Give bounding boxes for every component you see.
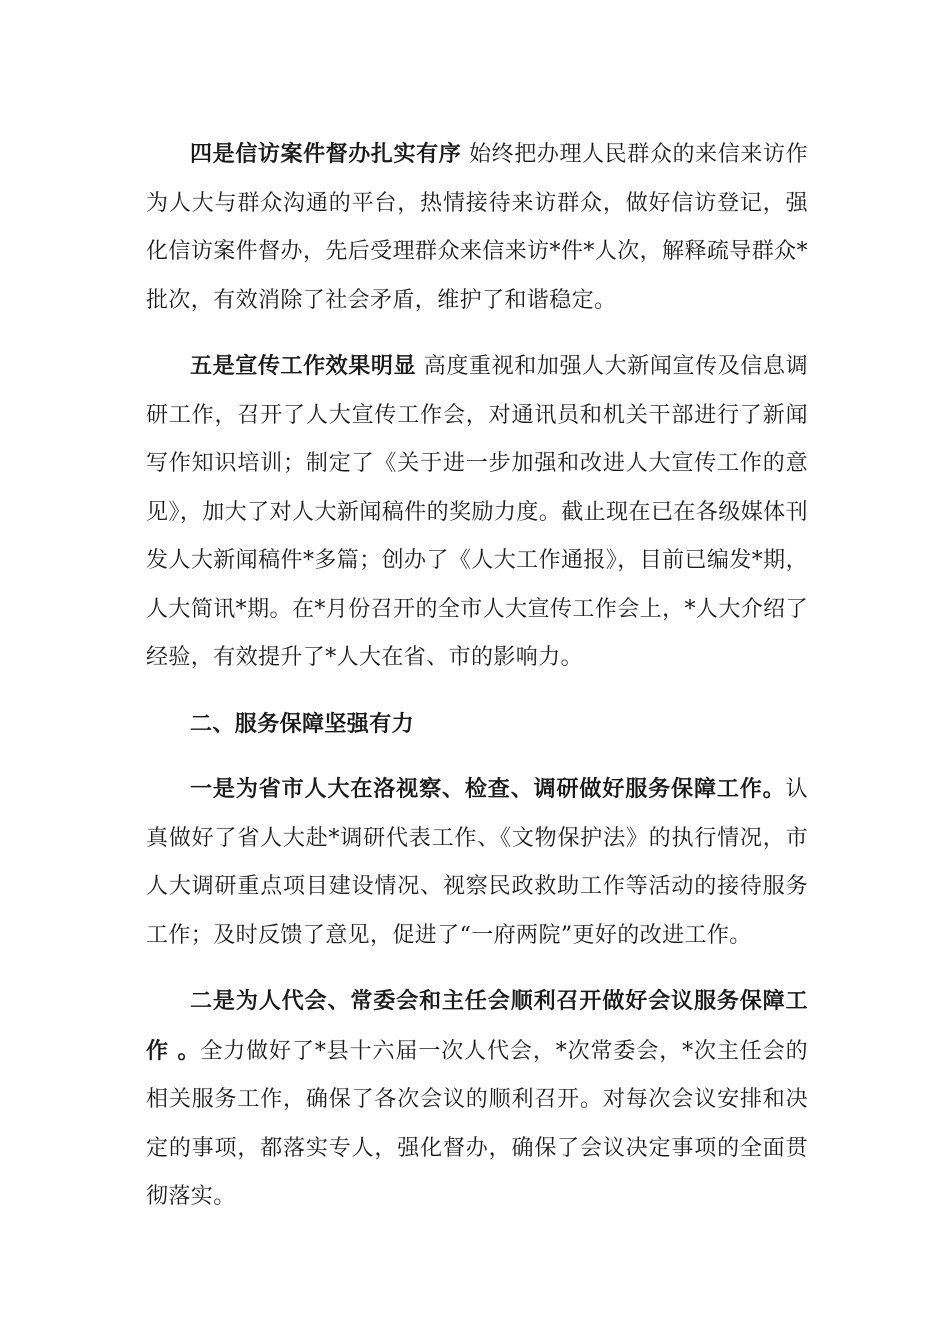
section-heading: 二、服务保障坚强有力 [190,710,415,737]
paragraph-inspection-service [146,765,808,960]
paragraph-petition [146,130,808,325]
paragraph-lead: 二是为人代会、常委会和主任会顺利召开做好会议服务保障工作 。 [146,988,808,1064]
paragraph-meeting-service [146,977,808,1222]
paragraph-text: 认真做好了省人大赴*调研代表工作、《文物保护法》的执行情况，市人大调研重点项目建设情况、视察民政救助工作等活动的接待服务工作；及时反馈了意见，促进了“一府两院”更好的改进工作。 [146,777,808,948]
paragraph-publicity [146,342,808,683]
paragraph-lead: 一是为省市人大在洛视察、检查、调研做好服务保障工作。 [190,776,786,802]
paragraph-text: 全力做好了*县十六届一次人代会，*次常委会，*次主任会的相关服务工作，确保了各次会议的顺利召开。对每次会议安排和决定的事项，都落实专人，强化督办，确保了会议决定事项的全面贯彻落实。 [146,1038,809,1209]
paragraph-lead: 五是宣传工作效果明显 [190,353,417,379]
document-body [146,130,808,1222]
paragraph-text: 始终把办理人民群众的来信来访作为人大与群众沟通的平台，热情接待来访群众，做好信访登记，强化信访案件督办，先后受理群众来信来访*件*人次，解释疏导群众*批次，有效消除了社会矛盾，维护了和谐稳定。 [146,142,808,313]
paragraph-lead: 四是信访案件督办扎实有序 [190,141,462,167]
paragraph-text: 高度重视和加强人大新闻宣传及信息调研工作，召开了人大宣传工作会，对通讯员和机关干部进行了新闻写作知识培训；制定了《关于进一步加强和改进人大宣传工作的意见》，加大了对人大新闻稿件的奖励力度。截止现在已在各级媒体刊发人大新闻稿件*多篇；创办了《人大工作通报》，目前已编发*期，人大简讯*期。在*月份召开的全市人大宣传工作会上，*人大介绍了经验，有效提升了*人大在省、市的影响力。 [146,354,808,670]
